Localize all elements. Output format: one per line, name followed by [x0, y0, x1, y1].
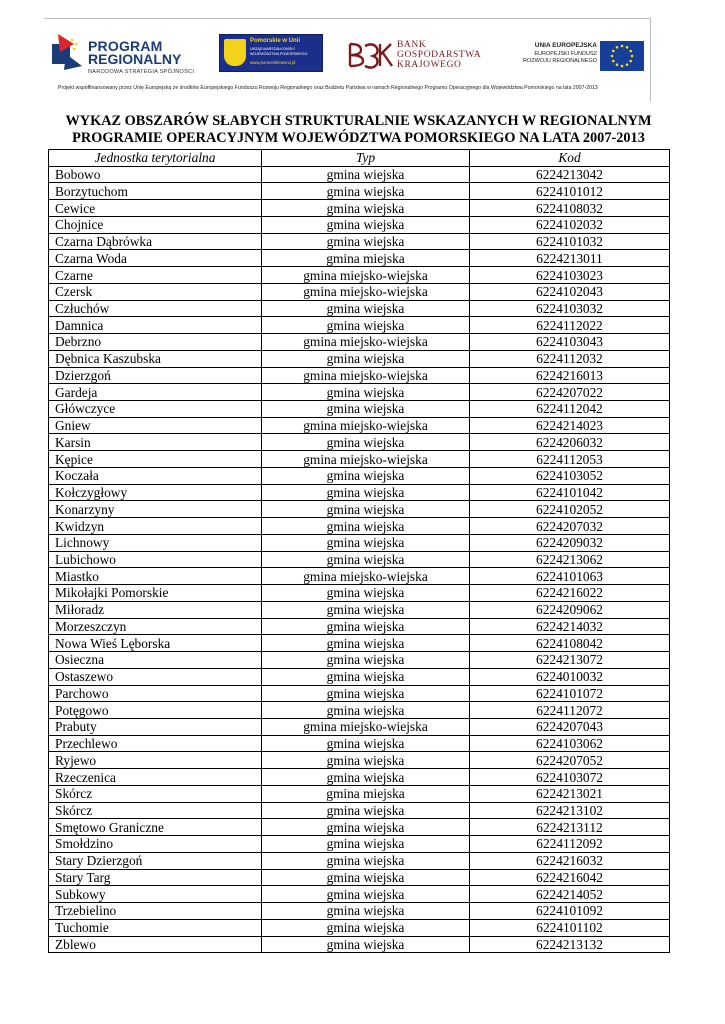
code-cell: 6224103032 — [470, 300, 670, 317]
eu-flag-icon — [600, 41, 644, 71]
table-header-row — [49, 150, 670, 167]
type-cell: gmina wiejska — [262, 652, 470, 669]
code-cell: 6224112053 — [470, 451, 670, 468]
bgk-monogram-icon — [347, 40, 393, 70]
type-cell: gmina wiejska — [262, 735, 470, 752]
type-cell: gmina wiejska — [262, 752, 470, 769]
type-cell: gmina wiejska — [262, 601, 470, 618]
unit-name-cell: Kwidzyn — [49, 518, 262, 535]
program-logo-tagline: NARODOWA STRATEGIA SPÓJNOŚCI — [88, 69, 195, 75]
table-body — [49, 166, 670, 953]
table-row — [49, 401, 670, 418]
code-cell: 6224101063 — [470, 568, 670, 585]
unit-name-cell: Prabuty — [49, 718, 262, 735]
type-cell: gmina wiejska — [262, 233, 470, 250]
type-cell: gmina wiejska — [262, 384, 470, 401]
eu-line1: UNIA EUROPEJSKA — [534, 42, 597, 49]
table-row — [49, 283, 670, 300]
bgk-logo — [347, 38, 487, 74]
table-row — [49, 467, 670, 484]
type-cell: gmina wiejska — [262, 434, 470, 451]
code-cell: 6224209062 — [470, 601, 670, 618]
unit-name-cell: Dzierzgoń — [49, 367, 262, 384]
type-cell: gmina miejsko-wiejska — [262, 334, 470, 351]
pomorskie-sub2: WOJEWÓDZTWA POMORSKIEGO — [250, 52, 308, 56]
code-cell: 6224112022 — [470, 317, 670, 334]
table-row — [49, 785, 670, 802]
type-cell: gmina wiejska — [262, 886, 470, 903]
type-cell: gmina wiejska — [262, 668, 470, 685]
code-cell: 6224102032 — [470, 216, 670, 233]
table-row — [49, 367, 670, 384]
unit-name-cell: Potęgowo — [49, 702, 262, 719]
unit-name-cell: Miastko — [49, 568, 262, 585]
code-cell: 6224213112 — [470, 819, 670, 836]
unit-name-cell: Ostaszewo — [49, 668, 262, 685]
type-cell: gmina wiejska — [262, 484, 470, 501]
bgk-line3: KRAJOWEGO — [397, 60, 462, 70]
type-cell: gmina wiejska — [262, 919, 470, 936]
unit-name-cell: Czersk — [49, 283, 262, 300]
type-cell: gmina wiejska — [262, 869, 470, 886]
pomorskie-crest-icon — [224, 39, 246, 66]
areas-table — [48, 149, 670, 953]
type-cell: gmina wiejska — [262, 585, 470, 602]
type-cell: gmina miejsko-wiejska — [262, 718, 470, 735]
table-row — [49, 551, 670, 568]
header-typ: Typ — [262, 150, 470, 167]
table-row — [49, 702, 670, 719]
unit-name-cell: Trzebielino — [49, 903, 262, 920]
table-row — [49, 300, 670, 317]
eu-logo — [505, 38, 645, 74]
type-cell: gmina wiejska — [262, 350, 470, 367]
unit-name-cell: Człuchów — [49, 300, 262, 317]
code-cell: 6224112032 — [470, 350, 670, 367]
code-cell: 6224112092 — [470, 836, 670, 853]
unit-name-cell: Dębnica Kaszubska — [49, 350, 262, 367]
table-row — [49, 518, 670, 535]
code-cell: 6224103062 — [470, 735, 670, 752]
type-cell: gmina wiejska — [262, 618, 470, 635]
table-row — [49, 836, 670, 853]
table-row — [49, 350, 670, 367]
type-cell: gmina wiejska — [262, 200, 470, 217]
table-row — [49, 250, 670, 267]
type-cell: gmina wiejska — [262, 819, 470, 836]
table-row — [49, 451, 670, 468]
table-row — [49, 802, 670, 819]
type-cell: gmina wiejska — [262, 551, 470, 568]
type-cell: gmina wiejska — [262, 903, 470, 920]
code-cell: 6224207052 — [470, 752, 670, 769]
unit-name-cell: Skórcz — [49, 785, 262, 802]
unit-name-cell: Główczyce — [49, 401, 262, 418]
type-cell: gmina wiejska — [262, 936, 470, 953]
table-row — [49, 718, 670, 735]
table-row — [49, 334, 670, 351]
table-row — [49, 903, 670, 920]
unit-name-cell: Chojnice — [49, 216, 262, 233]
type-cell: gmina wiejska — [262, 534, 470, 551]
unit-name-cell: Gniew — [49, 417, 262, 434]
eu-line2: EUROPEJSKI FUNDUSZ — [534, 51, 597, 57]
unit-name-cell: Smętowo Graniczne — [49, 819, 262, 836]
type-cell: gmina wiejska — [262, 769, 470, 786]
table-row — [49, 434, 670, 451]
program-regionalny-emblem-icon — [52, 30, 82, 74]
table-row — [49, 886, 670, 903]
type-cell: gmina miejsko-wiejska — [262, 283, 470, 300]
code-cell: 6224103043 — [470, 334, 670, 351]
table-row — [49, 216, 670, 233]
unit-name-cell: Nowa Wieś Lęborska — [49, 635, 262, 652]
type-cell: gmina wiejska — [262, 216, 470, 233]
title-line1: WYKAZ OBSZARÓW SŁABYCH STRUKTURALNIE WSKAZANYCH W REGIONALNYM — [65, 113, 652, 129]
code-cell: 6224213011 — [470, 250, 670, 267]
unit-name-cell: Mikołajki Pomorskie — [49, 585, 262, 602]
code-cell: 6224207043 — [470, 718, 670, 735]
code-cell: 6224213102 — [470, 802, 670, 819]
unit-name-cell: Morzeszczyn — [49, 618, 262, 635]
type-cell: gmina miejsko-wiejska — [262, 267, 470, 284]
unit-name-cell: Koczała — [49, 467, 262, 484]
type-cell: gmina wiejska — [262, 166, 470, 183]
program-logo-line2: REGIONALNY — [88, 51, 182, 67]
code-cell: 6224213132 — [470, 936, 670, 953]
unit-name-cell: Lichnowy — [49, 534, 262, 551]
code-cell: 6224108032 — [470, 200, 670, 217]
code-cell: 6224214032 — [470, 618, 670, 635]
program-logo-line1: PROGRAM — [88, 38, 163, 54]
unit-name-cell: Zblewo — [49, 936, 262, 953]
table-row — [49, 585, 670, 602]
unit-name-cell: Tuchomie — [49, 919, 262, 936]
unit-name-cell: Przechlewo — [49, 735, 262, 752]
cofinancing-note: Projekt współfinansowany przez Unię Europejską ze środków Europejskiego Funduszu Rozwoju Regionalnego oraz Budżetu Państwa w ramach Regionalnego Programu Operacyjnego dla Województwa Pomorskiego na lata 2007-2013 — [58, 85, 598, 91]
type-cell: gmina wiejska — [262, 852, 470, 869]
code-cell: 6224112072 — [470, 702, 670, 719]
code-cell: 6224213072 — [470, 652, 670, 669]
table-row — [49, 652, 670, 669]
code-cell: 6224216013 — [470, 367, 670, 384]
table-row — [49, 819, 670, 836]
code-cell: 6224101102 — [470, 919, 670, 936]
eu-line3: ROZWOJU REGIONALNEGO — [523, 58, 597, 64]
type-cell: gmina wiejska — [262, 702, 470, 719]
table-row — [49, 869, 670, 886]
type-cell: gmina wiejska — [262, 401, 470, 418]
unit-name-cell: Subkowy — [49, 886, 262, 903]
unit-name-cell: Stary Targ — [49, 869, 262, 886]
type-cell: gmina wiejska — [262, 501, 470, 518]
unit-name-cell: Borzytuchom — [49, 183, 262, 200]
unit-name-cell: Ryjewo — [49, 752, 262, 769]
table-row — [49, 384, 670, 401]
pomorskie-url: www.pomorskiewunii.pl — [250, 60, 296, 65]
table-row — [49, 852, 670, 869]
code-cell: 6224102052 — [470, 501, 670, 518]
type-cell: gmina wiejska — [262, 183, 470, 200]
table-row — [49, 685, 670, 702]
unit-name-cell: Cewice — [49, 200, 262, 217]
unit-name-cell: Kołczygłowy — [49, 484, 262, 501]
title-line2: PROGRAMIE OPERACYJNYM WOJEWÓDZTWA POMORSKIEGO NA LATA 2007-2013 — [72, 130, 645, 146]
code-cell: 6224108042 — [470, 635, 670, 652]
table-row — [49, 769, 670, 786]
code-cell: 6224216022 — [470, 585, 670, 602]
table-row — [49, 752, 670, 769]
table-row — [49, 317, 670, 334]
unit-name-cell: Stary Dzierzgoń — [49, 852, 262, 869]
table-row — [49, 919, 670, 936]
code-cell: 6224010032 — [470, 668, 670, 685]
code-cell: 6224101072 — [470, 685, 670, 702]
code-cell: 6224101012 — [470, 183, 670, 200]
pomorskie-logo — [219, 34, 323, 72]
page-title — [48, 113, 669, 147]
unit-name-cell: Kępice — [49, 451, 262, 468]
header-kod: Kod — [470, 150, 670, 167]
type-cell: gmina wiejska — [262, 635, 470, 652]
type-cell: gmina wiejska — [262, 467, 470, 484]
unit-name-cell: Rzeczenica — [49, 769, 262, 786]
bgk-line2: GOSPODARSTWA — [397, 50, 482, 60]
code-cell: 6224103072 — [470, 769, 670, 786]
code-cell: 6224214023 — [470, 417, 670, 434]
code-cell: 6224101032 — [470, 233, 670, 250]
table-row — [49, 635, 670, 652]
table-row — [49, 735, 670, 752]
unit-name-cell: Debrzno — [49, 334, 262, 351]
code-cell: 6224214052 — [470, 886, 670, 903]
code-cell: 6224112042 — [470, 401, 670, 418]
type-cell: gmina miejsko-wiejska — [262, 417, 470, 434]
type-cell: gmina miejsko-wiejska — [262, 568, 470, 585]
table-row — [49, 200, 670, 217]
unit-name-cell: Damnica — [49, 317, 262, 334]
code-cell: 6224213021 — [470, 785, 670, 802]
code-cell: 6224206032 — [470, 434, 670, 451]
type-cell: gmina miejska — [262, 250, 470, 267]
table-row — [49, 484, 670, 501]
table-row — [49, 501, 670, 518]
header-jednostka: Jednostka terytorialna — [49, 150, 262, 167]
table-row — [49, 568, 670, 585]
table-row — [49, 267, 670, 284]
table-row — [49, 668, 670, 685]
unit-name-cell: Karsin — [49, 434, 262, 451]
code-cell: 6224102043 — [470, 283, 670, 300]
type-cell: gmina wiejska — [262, 685, 470, 702]
code-cell: 6224213062 — [470, 551, 670, 568]
table-row — [49, 166, 670, 183]
unit-name-cell: Bobowo — [49, 166, 262, 183]
unit-name-cell: Czarne — [49, 267, 262, 284]
unit-name-cell: Konarzyny — [49, 501, 262, 518]
table-row — [49, 183, 670, 200]
table-row — [49, 534, 670, 551]
type-cell: gmina wiejska — [262, 836, 470, 853]
unit-name-cell: Miłoradz — [49, 601, 262, 618]
code-cell: 6224101042 — [470, 484, 670, 501]
unit-name-cell: Czarna Dąbrówka — [49, 233, 262, 250]
table-row — [49, 417, 670, 434]
code-cell: 6224216042 — [470, 869, 670, 886]
unit-name-cell: Smołdzino — [49, 836, 262, 853]
table-row — [49, 233, 670, 250]
pomorskie-title: Pomorskie w Unii — [250, 38, 301, 44]
type-cell: gmina wiejska — [262, 317, 470, 334]
code-cell: 6224207032 — [470, 518, 670, 535]
unit-name-cell: Czarna Woda — [49, 250, 262, 267]
type-cell: gmina wiejska — [262, 518, 470, 535]
unit-name-cell: Osieczna — [49, 652, 262, 669]
type-cell: gmina miejsko-wiejska — [262, 367, 470, 384]
type-cell: gmina miejsko-wiejska — [262, 451, 470, 468]
code-cell: 6224209032 — [470, 534, 670, 551]
pomorskie-sub1: URZĄD MARSZAŁKOWSKI — [250, 47, 295, 51]
unit-name-cell: Parchowo — [49, 685, 262, 702]
code-cell: 6224207022 — [470, 384, 670, 401]
unit-name-cell: Gardeja — [49, 384, 262, 401]
type-cell: gmina wiejska — [262, 802, 470, 819]
table-row — [49, 618, 670, 635]
code-cell: 6224103052 — [470, 467, 670, 484]
table-row — [49, 936, 670, 953]
type-cell: gmina miejska — [262, 785, 470, 802]
code-cell: 6224213042 — [470, 166, 670, 183]
unit-name-cell: Lubichowo — [49, 551, 262, 568]
program-regionalny-logo — [52, 28, 202, 78]
code-cell: 6224103023 — [470, 267, 670, 284]
code-cell: 6224101092 — [470, 903, 670, 920]
code-cell: 6224216032 — [470, 852, 670, 869]
table-row — [49, 601, 670, 618]
type-cell: gmina wiejska — [262, 300, 470, 317]
bgk-line1: BANK — [397, 40, 427, 50]
unit-name-cell: Skórcz — [49, 802, 262, 819]
